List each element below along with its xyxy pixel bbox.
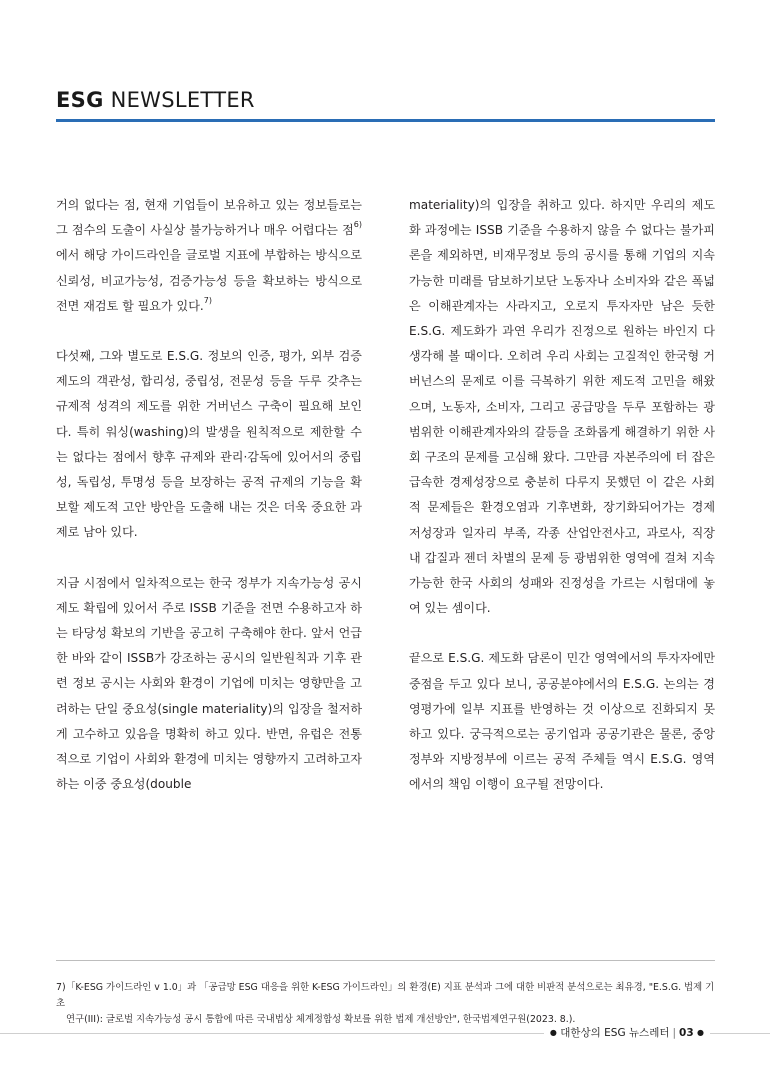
footnote-line-2: 연구(III): 글로벌 지속가능성 공시 통합에 따른 국내법상 체계정합성 확보를 위한 법제 개선방안", 한국법제연구원(2023. 8.).	[66, 1014, 576, 1025]
publication-name: 대한상의 ESG 뉴스레터	[560, 1027, 670, 1039]
left-paragraph-3: 지금 시점에서 일차적으로는 한국 정부가 지속가능성 공시 제도 확립에 있어서 주로 ISSB 기준을 전면 수용하고자 하는 타당성 확보의 기반을 공고히 구축해야 한다. 앞서 언급한 바와 같이 ISSB가 강조하는 공시의 일반원칙과 기후 관련 정보 공시는 사회와 환경이 기업에 미치는 영향만을 고려하는 단일 중요성(single materiality)의 입장을 철저하게 고수하고 있음을 명확히 하고 있다. 반면, 유럽은 전통적으로 기업이 사회와 환경에 미치는 영향까지 고려하고자 하는 이중 중요성(double	[56, 575, 362, 792]
left-paragraph-2: 다섯째, 그와 별도로 E.S.G. 정보의 인증, 평가, 외부 검증 제도의 객관성, 합리성, 중립성, 전문성 등을 두루 갖추는 규제적 성격의 제도를 위한 거버넌스 구축이 필요해 보인다. 특히 워싱(washing)의 발생을 원칙적으로 제한할 수는 없다는 점에서 향후 규제와 관리·감독에 있어서의 중립성, 독립성, 투명성 등을 보장하는 공적 규제의 기능을 확보할 제도적 고안 방안을 도출해 내는 것은 더욱 중요한 과제로 남아 있다.	[56, 349, 362, 540]
page-number: 03	[679, 1027, 694, 1039]
bullet-dot-icon: ●	[549, 1028, 557, 1037]
footnote-ref-7: 7)	[203, 295, 212, 305]
masthead-esg: ESG	[56, 88, 104, 112]
newsletter-masthead	[56, 90, 255, 111]
masthead-newsletter: NEWSLETTER	[110, 88, 255, 112]
left-column	[56, 193, 362, 797]
footnote-rule	[56, 960, 715, 961]
footnote-ref-6: 6)	[353, 220, 362, 230]
page-footer	[544, 1026, 710, 1040]
right-column	[409, 193, 715, 798]
left-paragraph-1: 거의 없다는 점, 현재 기업들이 보유하고 있는 정보들로는 그 점수의 도출이 사실상 불가능하거나 매우 어렵다는 점$^{6)}$에서 해당 가이드라인을 글로벌 지표에 부합하는 방식으로 신뢰성, 비교가능성, 검증가능성 등을 확보하는 방식으로 전면 재검토 할 필요가 있다.$^{7)}$	[56, 198, 362, 313]
footnote-7	[56, 980, 716, 1028]
bullet-dot-icon: ●	[697, 1028, 704, 1037]
footnote-number: 7)	[56, 982, 66, 993]
header-rule	[56, 119, 715, 122]
footnote-line-1: 「K-ESG 가이드라인 v 1.0」과 「공급망 ESG 대응을 위한 K-ESG 가이드라인」의 환경(E) 지표 분석과 그에 대한 비판적 분석으로는 최유경, "E.S.G. 법제 기초	[56, 982, 715, 1009]
right-paragraph-1: materiality)의 입장을 취하고 있다. 하지만 우리의 제도화 과정에는 ISSB 기준을 수용하지 않을 수 없다는 불가피론을 제외하면, 비재무정보 등의 공시를 통해 기업의 지속가능한 미래를 담보하기보단 노동자나 소비자와 같은 폭넓은 이해관계자는 사라지고, 오로지 투자자만 남은 듯한 E.S.G. 제도화가 과연 우리가 진정으로 원하는 바인지 다 생각해 볼 때이다. 오히려 우리 사회는 고질적인 한국형 거버넌스의 문제로 이를 극복하기 위한 제도적 고민을 해왔으며, 노동자, 소비자, 그리고 공급망을 두루 포함하는 광범위한 이해관계자와의 갈등을 조화롭게 해결하기 위한 사회 구조의 문제를 고심해 왔다. 그만큼 자본주의에 터 잡은 급속한 경제성장으로 충분히 다루지 못했던 이 같은 사회적 문제들은 환경오염과 기후변화, 장기화되어가는 경제 저성장과 일자리 부족, 각종 산업안전사고, 과로사, 직장 내 갑질과 젠더 차별의 문제 등 광범위한 영역에 걸쳐 지속가능한 한국 사회의 성패와 진정성을 가르는 시험대에 놓여 있는 셈이다.	[409, 198, 715, 616]
divider: |	[672, 1027, 677, 1039]
right-paragraph-2: 끝으로 E.S.G. 제도화 담론이 민간 영역에서의 투자자에만 중점을 두고 있다 보니, 공공분야에서의 E.S.G. 논의는 경영평가에 일부 지표를 반영하는 것 이상으로 진화되지 못하고 있다. 궁극적으로는 공기업과 공공기관은 물론, 중앙정부와 지방정부에 이르는 공적 주체들 역시 E.S.G. 영역에서의 책임 이행이 요구될 전망이다.	[409, 651, 715, 792]
